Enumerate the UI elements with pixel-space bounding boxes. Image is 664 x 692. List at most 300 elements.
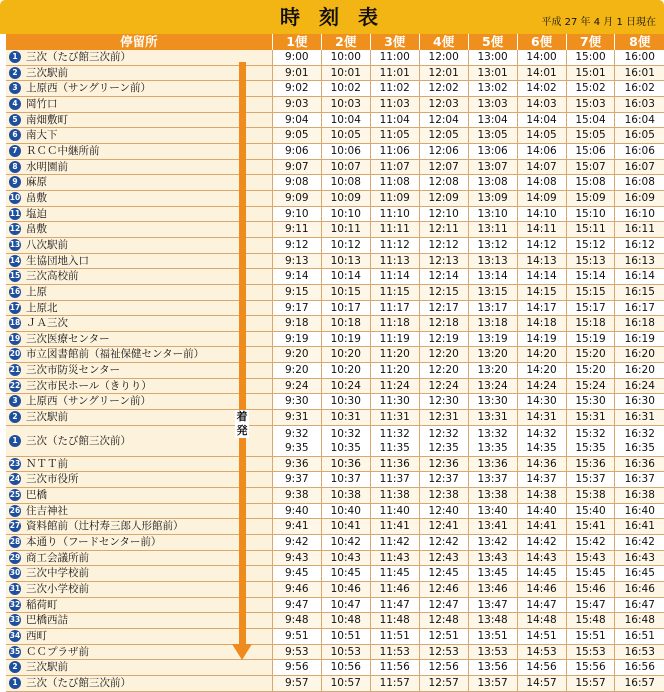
departure-time: 15:19 [566, 331, 615, 347]
departure-time: 14:47 [517, 597, 566, 613]
departure-time: 10:09 [321, 190, 370, 206]
departure-time: 9:06 [272, 143, 321, 159]
stop-number-cell [6, 222, 24, 238]
departure-time: 10:01 [321, 65, 370, 81]
departure-time: 12:38 [419, 488, 468, 504]
stop-number-badge: 6 [9, 129, 21, 141]
trip-header: 6便 [517, 34, 566, 50]
stop-number-cell [6, 410, 24, 426]
stop-number-cell [6, 519, 24, 535]
stop-number-cell [6, 675, 24, 691]
table-row [6, 284, 664, 300]
stop-name: 資料館前（辻村寿三郎人形館前） [24, 519, 272, 535]
departure-time: 11:17 [370, 300, 419, 316]
departure-time: 14:41 [517, 519, 566, 535]
table-row [6, 143, 664, 159]
departure-time [517, 425, 566, 456]
effective-date: 平成 27 年 4 月 1 日現在 [541, 17, 656, 28]
departure-time: 15:45 [566, 566, 615, 582]
departure-time: 14:02 [517, 81, 566, 97]
departure-time: 12:40 [419, 503, 468, 519]
departure-time: 16:38 [615, 488, 664, 504]
departure-time: 11:10 [370, 206, 419, 222]
departure-time: 10:10 [321, 206, 370, 222]
table-row [6, 222, 664, 238]
departure-time: 10:11 [321, 222, 370, 238]
stop-number-badge: 21 [9, 365, 21, 375]
stop-number-cell [6, 50, 24, 65]
departure-time: 13:37 [468, 472, 517, 488]
stop-name: 三次医療センター [24, 331, 272, 347]
stop-number-cell [6, 644, 24, 660]
departure-time: 13:31 [468, 410, 517, 426]
arrive-label: 着 [236, 410, 248, 423]
stop-name: 麻原 [24, 175, 272, 191]
departure-time: 16:41 [615, 519, 664, 535]
stop-number-badge: 8 [9, 161, 21, 173]
stop-number-badge: 29 [9, 552, 21, 562]
stop-number-badge: 3 [9, 395, 21, 407]
departure-time: 13:14 [468, 269, 517, 285]
departure-time: 13:56 [468, 660, 517, 676]
stop-number-cell [6, 425, 24, 456]
departure-time: 9:12 [272, 237, 321, 253]
departure-time: 14:11 [517, 222, 566, 238]
departure-time: 9:17 [272, 300, 321, 316]
stop-number-badge: 1 [9, 51, 21, 63]
departure-time: 10:43 [321, 550, 370, 566]
departure-time: 10:07 [321, 159, 370, 175]
stop-number-badge: 1 [9, 435, 21, 447]
departure-time: 15:05 [566, 128, 615, 144]
departure-time: 16:36 [615, 456, 664, 472]
departure-time: 9:03 [272, 96, 321, 112]
departure-time: 13:11 [468, 222, 517, 238]
departure-time: 15:10 [566, 206, 615, 222]
departure-time: 14:09 [517, 190, 566, 206]
stop-name: 上原西（サングリーン前） [24, 81, 272, 97]
departure-time: 9:30 [272, 394, 321, 410]
table-row [6, 50, 664, 65]
table-row [6, 253, 664, 269]
departure-time: 15:15 [566, 284, 615, 300]
departure-time: 14:53 [517, 644, 566, 660]
departure-time: 9:38 [272, 488, 321, 504]
stop-name: 三次中学校前 [24, 566, 272, 582]
departure-time: 11:31 [370, 410, 419, 426]
departure-time: 12:19 [419, 331, 468, 347]
stop-number-cell [6, 363, 24, 379]
stop-number-badge: 33 [9, 615, 21, 625]
departure-time: 12:20 [419, 363, 468, 379]
stop-number-badge: 32 [9, 599, 21, 609]
departure-time: 13:46 [468, 582, 517, 598]
arrival-time: 16:32 [624, 427, 655, 440]
stop-number-cell [6, 331, 24, 347]
departure-time: 13:05 [468, 128, 517, 144]
departure-time: 14:40 [517, 503, 566, 519]
table-row [6, 190, 664, 206]
departure-time: 15:13 [566, 253, 615, 269]
stop-name: 三次高校前 [24, 269, 272, 285]
departure-time: 14:57 [517, 675, 566, 691]
departure-time: 9:04 [272, 112, 321, 128]
table-row [6, 675, 664, 691]
departure-time: 11:36 [370, 456, 419, 472]
stop-number-cell [6, 190, 24, 206]
departure-time: 11:45 [370, 566, 419, 582]
departure-time: 16:53 [615, 644, 664, 660]
stop-number-cell [6, 159, 24, 175]
departure-time: 14:12 [517, 237, 566, 253]
stop-name: 岡竹口 [24, 96, 272, 112]
departure-time: 12:41 [419, 519, 468, 535]
table-row [6, 269, 664, 285]
stop-number-cell [6, 394, 24, 410]
departure-time: 11:46 [370, 582, 419, 598]
departure-time: 11:14 [370, 269, 419, 285]
departure-time: 12:37 [419, 472, 468, 488]
table-row [6, 65, 664, 81]
stop-number-cell [6, 237, 24, 253]
departure-time: 11:13 [370, 253, 419, 269]
departure-time: 16:43 [615, 550, 664, 566]
stop-name: 本通り（フードセンター前） [24, 535, 272, 551]
departure-time: 12:31 [419, 410, 468, 426]
departure-time: 9:15 [272, 284, 321, 300]
trip-header: 8便 [615, 34, 664, 50]
departure-time: 14:46 [517, 582, 566, 598]
stop-number-cell [6, 582, 24, 598]
departure-time: 15:12 [566, 237, 615, 253]
departure-time: 12:51 [419, 628, 468, 644]
title-band [0, 0, 664, 34]
table-row [6, 410, 664, 426]
departure-time: 12:24 [419, 378, 468, 394]
departure-time: 16:42 [615, 535, 664, 551]
departure-time: 16:04 [615, 112, 664, 128]
table-row [6, 316, 664, 332]
departure-time: 15:35 [575, 441, 606, 454]
departure-time: 11:41 [370, 519, 419, 535]
stop-number-badge: 17 [9, 302, 21, 312]
stop-number-badge: 30 [9, 568, 21, 578]
stop-name: 八次駅前 [24, 237, 272, 253]
departure-time: 14:05 [517, 128, 566, 144]
departure-time: 11:00 [370, 50, 419, 65]
departure-time: 16:20 [615, 347, 664, 363]
departure-time: 16:15 [615, 284, 664, 300]
departure-time: 10:47 [321, 597, 370, 613]
departure-time: 14:04 [517, 112, 566, 128]
departure-time: 12:14 [419, 269, 468, 285]
departure-time: 16:13 [615, 253, 664, 269]
stop-name: 塩迫 [24, 206, 272, 222]
table-row [6, 128, 664, 144]
departure-time: 15:02 [566, 81, 615, 97]
departure-time: 9:01 [272, 65, 321, 81]
stop-number-badge: 11 [9, 208, 21, 218]
departure-time: 12:03 [419, 96, 468, 112]
stop-name: 三次駅前 [24, 660, 272, 676]
departure-time: 15:14 [566, 269, 615, 285]
departure-time: 13:04 [468, 112, 517, 128]
departure-time: 14:24 [517, 378, 566, 394]
departure-time: 16:06 [615, 143, 664, 159]
stop-number-badge: 12 [9, 224, 21, 234]
departure-time: 11:30 [370, 394, 419, 410]
departure-time: 15:30 [566, 394, 615, 410]
departure-time: 11:56 [370, 660, 419, 676]
departure-time: 13:20 [468, 363, 517, 379]
stop-number-badge: 2 [9, 67, 21, 79]
departure-time: 10:46 [321, 582, 370, 598]
departure-time: 13:30 [468, 394, 517, 410]
departure-time: 10:20 [321, 363, 370, 379]
stop-number-cell [6, 316, 24, 332]
departure-time: 16:02 [615, 81, 664, 97]
stop-number-cell [6, 143, 24, 159]
departure-time: 12:53 [419, 644, 468, 660]
departure-time: 14:06 [517, 143, 566, 159]
stop-number-badge: 27 [9, 521, 21, 531]
departure-time: 11:47 [370, 597, 419, 613]
departure-time: 12:20 [419, 347, 468, 363]
departure-time: 16:48 [615, 613, 664, 629]
stop-number-cell [6, 112, 24, 128]
departure-time: 9:43 [272, 550, 321, 566]
departure-time: 10:02 [321, 81, 370, 97]
stop-number-badge: 28 [9, 537, 21, 547]
stop-name: ＪＡ三次 [24, 316, 272, 332]
departure-time: 15:20 [566, 347, 615, 363]
departure-time: 11:51 [370, 628, 419, 644]
departure-time: 11:12 [370, 237, 419, 253]
table-row [6, 300, 664, 316]
stop-number-badge: 22 [9, 380, 21, 390]
departure-time: 16:14 [615, 269, 664, 285]
departure-time: 13:24 [468, 378, 517, 394]
departure-time: 9:07 [272, 159, 321, 175]
departure-time: 9:46 [272, 582, 321, 598]
departure-time: 15:03 [566, 96, 615, 112]
departure-time: 12:18 [419, 316, 468, 332]
departure-time: 9:41 [272, 519, 321, 535]
departure-time: 13:15 [468, 284, 517, 300]
stop-name: 畠敷 [24, 190, 272, 206]
departure-time: 15:46 [566, 582, 615, 598]
arrival-time: 11:32 [379, 427, 410, 440]
departure-time [419, 425, 468, 456]
departure-time: 11:18 [370, 316, 419, 332]
departure-time: 12:35 [428, 441, 459, 454]
departure-time: 15:37 [566, 472, 615, 488]
departure-time: 13:00 [468, 50, 517, 65]
stop-name: 三次市役所 [24, 472, 272, 488]
stop-number-cell [6, 566, 24, 582]
departure-time: 9:20 [272, 347, 321, 363]
departure-time: 9:57 [272, 675, 321, 691]
departure-time: 14:37 [517, 472, 566, 488]
departure-time: 13:02 [468, 81, 517, 97]
stop-number-badge: 19 [9, 333, 21, 343]
departure-time: 10:31 [321, 410, 370, 426]
departure-time: 13:42 [468, 535, 517, 551]
departure-time [468, 425, 517, 456]
departure-time: 9:05 [272, 128, 321, 144]
departure-time: 11:53 [370, 644, 419, 660]
trip-header: 4便 [419, 34, 468, 50]
departure-time: 10:19 [321, 331, 370, 347]
stop-number-badge: 14 [9, 255, 21, 265]
departure-time: 14:45 [517, 566, 566, 582]
departure-time: 10:36 [321, 456, 370, 472]
stop-number-badge: 4 [9, 98, 21, 110]
stop-number-cell [6, 550, 24, 566]
departure-time: 11:07 [370, 159, 419, 175]
departure-time: 10:03 [321, 96, 370, 112]
departure-time: 16:51 [615, 628, 664, 644]
departure-time: 13:35 [477, 441, 508, 454]
stop-number-badge: 20 [9, 349, 21, 359]
departure-time: 13:18 [468, 316, 517, 332]
table-row [6, 644, 664, 660]
departure-time: 10:18 [321, 316, 370, 332]
departure-time: 16:09 [615, 190, 664, 206]
arrival-time: 9:32 [285, 427, 309, 440]
departure-time: 16:31 [615, 410, 664, 426]
departure-time: 13:40 [468, 503, 517, 519]
table-row [6, 378, 664, 394]
departure-time: 12:09 [419, 190, 468, 206]
departure-time: 14:35 [526, 441, 557, 454]
departure-time: 16:30 [615, 394, 664, 410]
departure-time: 11:37 [370, 472, 419, 488]
table-row [6, 628, 664, 644]
arrival-time: 14:32 [526, 427, 557, 440]
stop-name: 巴橋西詰 [24, 613, 272, 629]
table-row [6, 503, 664, 519]
table-row [6, 472, 664, 488]
stop-number-cell [6, 175, 24, 191]
departure-time: 12:08 [419, 175, 468, 191]
departure-time: 10:15 [321, 284, 370, 300]
table-row [6, 456, 664, 472]
departure-time: 9:31 [272, 410, 321, 426]
departure-time: 12:07 [419, 159, 468, 175]
stop-column-header: 停留所 [6, 34, 272, 50]
stop-name: 三次市防災センター [24, 363, 272, 379]
departure-time: 9:20 [272, 363, 321, 379]
departure-time: 12:46 [419, 582, 468, 598]
departure-time: 9:19 [272, 331, 321, 347]
table-row [6, 597, 664, 613]
departure-time: 14:01 [517, 65, 566, 81]
departure-time: 9:42 [272, 535, 321, 551]
departure-time: 10:04 [321, 112, 370, 128]
departure-time: 12:56 [419, 660, 468, 676]
departure-time: 13:20 [468, 347, 517, 363]
departure-time: 10:35 [330, 441, 361, 454]
departure-time: 11:48 [370, 613, 419, 629]
table-row [6, 347, 664, 363]
trip-header: 1便 [272, 34, 321, 50]
stop-name: ＣＣプラザ前 [24, 644, 272, 660]
departure-time: 16:18 [615, 316, 664, 332]
table-row [6, 331, 664, 347]
departure-time: 16:05 [615, 128, 664, 144]
departure-time: 10:06 [321, 143, 370, 159]
departure-time: 15:24 [566, 378, 615, 394]
departure-time: 15:11 [566, 222, 615, 238]
stop-number-badge: 31 [9, 584, 21, 593]
table-row [6, 519, 664, 535]
departure-time: 13:48 [468, 613, 517, 629]
stop-number-badge: 18 [9, 318, 21, 328]
departure-time: 9:14 [272, 269, 321, 285]
departure-time: 14:36 [517, 456, 566, 472]
departure-time: 11:04 [370, 112, 419, 128]
departure-time: 10:48 [321, 613, 370, 629]
departure-time: 10:37 [321, 472, 370, 488]
departure-time: 9:13 [272, 253, 321, 269]
departure-time: 16:56 [615, 660, 664, 676]
departure-time: 16:37 [615, 472, 664, 488]
departure-time: 11:19 [370, 331, 419, 347]
departure-time: 12:13 [419, 253, 468, 269]
departure-time: 14:14 [517, 269, 566, 285]
stop-name: 畠敷 [24, 222, 272, 238]
departure-time: 13:53 [468, 644, 517, 660]
departure-time: 15:56 [566, 660, 615, 676]
departure-time: 15:47 [566, 597, 615, 613]
departure-time: 12:42 [419, 535, 468, 551]
departure-time: 9:47 [272, 597, 321, 613]
stop-name: 巴橋 [24, 488, 272, 504]
departure-time: 9:24 [272, 378, 321, 394]
stop-number-cell [6, 300, 24, 316]
table-row [6, 660, 664, 676]
departure-time: 14:31 [517, 410, 566, 426]
departure-time: 14:43 [517, 550, 566, 566]
stop-name: 三次駅前 [24, 410, 272, 426]
departure-time: 12:36 [419, 456, 468, 472]
departure-time [566, 425, 615, 456]
departure-time: 11:08 [370, 175, 419, 191]
stop-name: 水明園前 [24, 159, 272, 175]
arrival-time: 12:32 [428, 427, 459, 440]
stop-number-cell [6, 65, 24, 81]
departure-time: 10:30 [321, 394, 370, 410]
departure-time: 13:51 [468, 628, 517, 644]
stop-number-cell [6, 347, 24, 363]
departure-time: 15:18 [566, 316, 615, 332]
departure-time: 9:37 [272, 472, 321, 488]
departure-time: 12:02 [419, 81, 468, 97]
departure-time: 12:01 [419, 65, 468, 81]
departure-time: 15:09 [566, 190, 615, 206]
departure-time: 16:40 [615, 503, 664, 519]
departure-time: 11:38 [370, 488, 419, 504]
departure-time: 14:13 [517, 253, 566, 269]
departure-time: 11:02 [370, 81, 419, 97]
stop-name: 南畑敷町 [24, 112, 272, 128]
departure-time: 14:20 [517, 363, 566, 379]
departure-time: 9:02 [272, 81, 321, 97]
route-arrow-head-icon [232, 644, 252, 660]
stop-number-cell [6, 96, 24, 112]
departure-time: 13:19 [468, 331, 517, 347]
